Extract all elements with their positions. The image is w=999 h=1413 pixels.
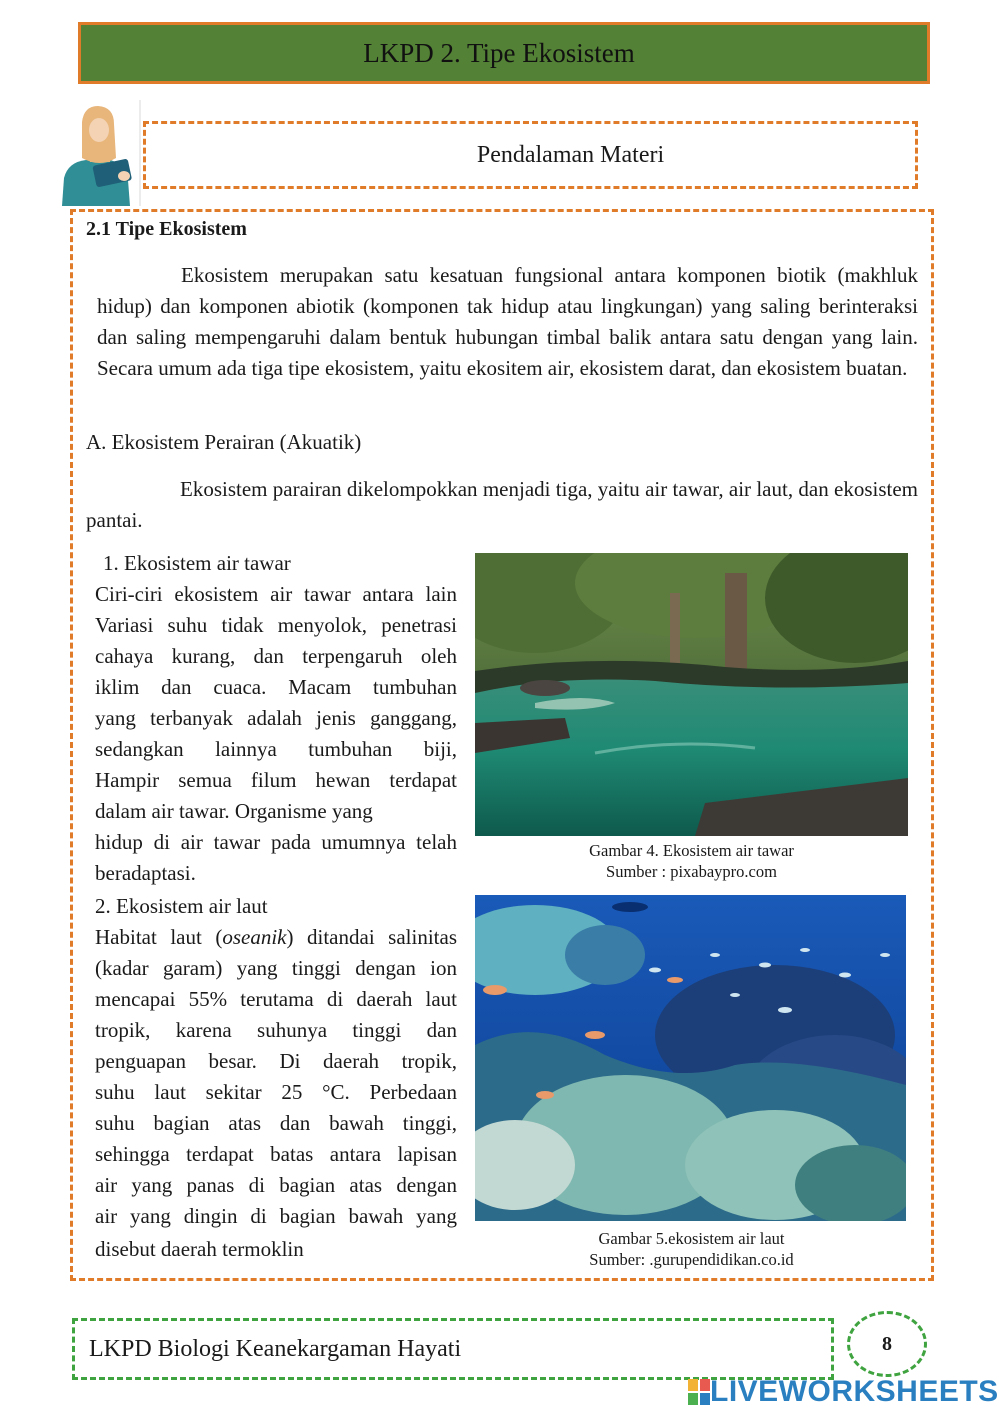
freshwater-line: yang terbanyak adalah jenis ganggang, [95, 706, 457, 730]
marine-heading: 2. Ekosistem air laut [95, 894, 268, 918]
subheader-title: Pendalaman Materi [476, 141, 665, 168]
liveworksheets-logo[interactable] [688, 1372, 999, 1412]
marine-line: mencapai 55% terutama di daerah laut [95, 987, 457, 1011]
footer-title: LKPD Biologi Keanekargaman Hayati [89, 1335, 462, 1362]
freshwater-line: cahaya kurang, dan terpengaruh oleh [95, 644, 457, 668]
marine-line: air yang dingin di bagian bawah yang [95, 1204, 457, 1228]
freshwater-line: beradaptasi. [95, 861, 196, 885]
freshwater-image [475, 553, 908, 836]
marine-line: penguapan besar. Di daerah tropik, [95, 1049, 457, 1073]
marine-caption-block [475, 1228, 908, 1270]
marine-block [95, 891, 457, 1265]
marine-line: tropik, karena suhunya tinggi dan [95, 1018, 457, 1042]
aquatic-text: Ekosistem parairan dikelompokkan menjadi tiga, yaitu air tawar, air laut, dan ekosistem pantai. [86, 477, 918, 532]
section-title: 2.1 Tipe Ekosistem [86, 218, 247, 240]
freshwater-block [95, 548, 457, 889]
page-number: 8 [882, 1332, 892, 1355]
page-title: LKPD 2. Tipe Ekosistem [363, 37, 635, 68]
oseanik-term: oseanik [222, 925, 287, 949]
marine-caption: Gambar 5.ekosistem air laut [598, 1229, 785, 1248]
freshwater-line: sedangkan lainnya tumbuhan biji, [95, 737, 457, 761]
freshwater-line: Hampir semua filum hewan terdapat [95, 768, 457, 792]
subheader-box [143, 121, 918, 189]
marine-image [475, 895, 906, 1221]
marine-line: (kadar garam) yang tinggi dengan ion [95, 956, 457, 980]
freshwater-line: dalam air tawar. Organisme yang [95, 799, 373, 823]
liveworksheets-text: LIVEWORKSHEETS [710, 1375, 999, 1408]
page-header [78, 22, 930, 84]
freshwater-line: iklim dan cuaca. Macam tumbuhan [95, 675, 457, 699]
aquatic-paragraph [86, 474, 918, 536]
marine-line: sehingga terdapat batas antara lapisan [95, 1142, 457, 1166]
freshwater-caption-block [475, 840, 908, 882]
intro-paragraph [97, 260, 918, 384]
freshwater-line: Ciri-ciri ekosistem air tawar antara lain [95, 582, 457, 606]
marine-line: disebut daerah termoklin [95, 1237, 304, 1261]
marine-line: air yang panas di bagian atas dengan [95, 1173, 457, 1197]
reading-student-avatar [52, 100, 144, 206]
page-footer [72, 1318, 834, 1380]
liveworksheets-icon [688, 1379, 710, 1405]
freshwater-line: Variasi suhu tidak menyolok, penetrasi [95, 613, 457, 637]
marine-line: suhu laut sekitar 25 °C. Perbedaan [95, 1080, 457, 1104]
freshwater-line: hidup di air tawar pada umumnya telah [95, 830, 457, 854]
freshwater-source: Sumber : pixabaypro.com [606, 862, 777, 881]
marine-line: Habitat laut (oseanik) ditandai salinitas [95, 925, 458, 949]
freshwater-caption: Gambar 4. Ekosistem air tawar [589, 841, 794, 860]
marine-line: suhu bagian atas dan bawah tinggi, [95, 1111, 457, 1135]
page-number-badge [847, 1311, 927, 1377]
subsection-heading: A. Ekosistem Perairan (Akuatik) [86, 430, 362, 454]
freshwater-heading: 1. Ekosistem air tawar [103, 551, 291, 575]
intro-text: Ekosistem merupakan satu kesatuan fungsional antara komponen biotik (makhluk hidup) dan komponen abiotik (komponen tak hidup atau lingkungan) yang saling berinteraksi dan saling mempengaruhi dalam bentuk hubungan timbal balik antara satu dengan yang lain. Secara umum ada tiga tipe ekosistem, yaitu ekositem air, ekosistem darat, dan ekosistem buatan. [97, 263, 918, 380]
marine-source: Sumber: .gurupendidikan.co.id [589, 1250, 794, 1269]
